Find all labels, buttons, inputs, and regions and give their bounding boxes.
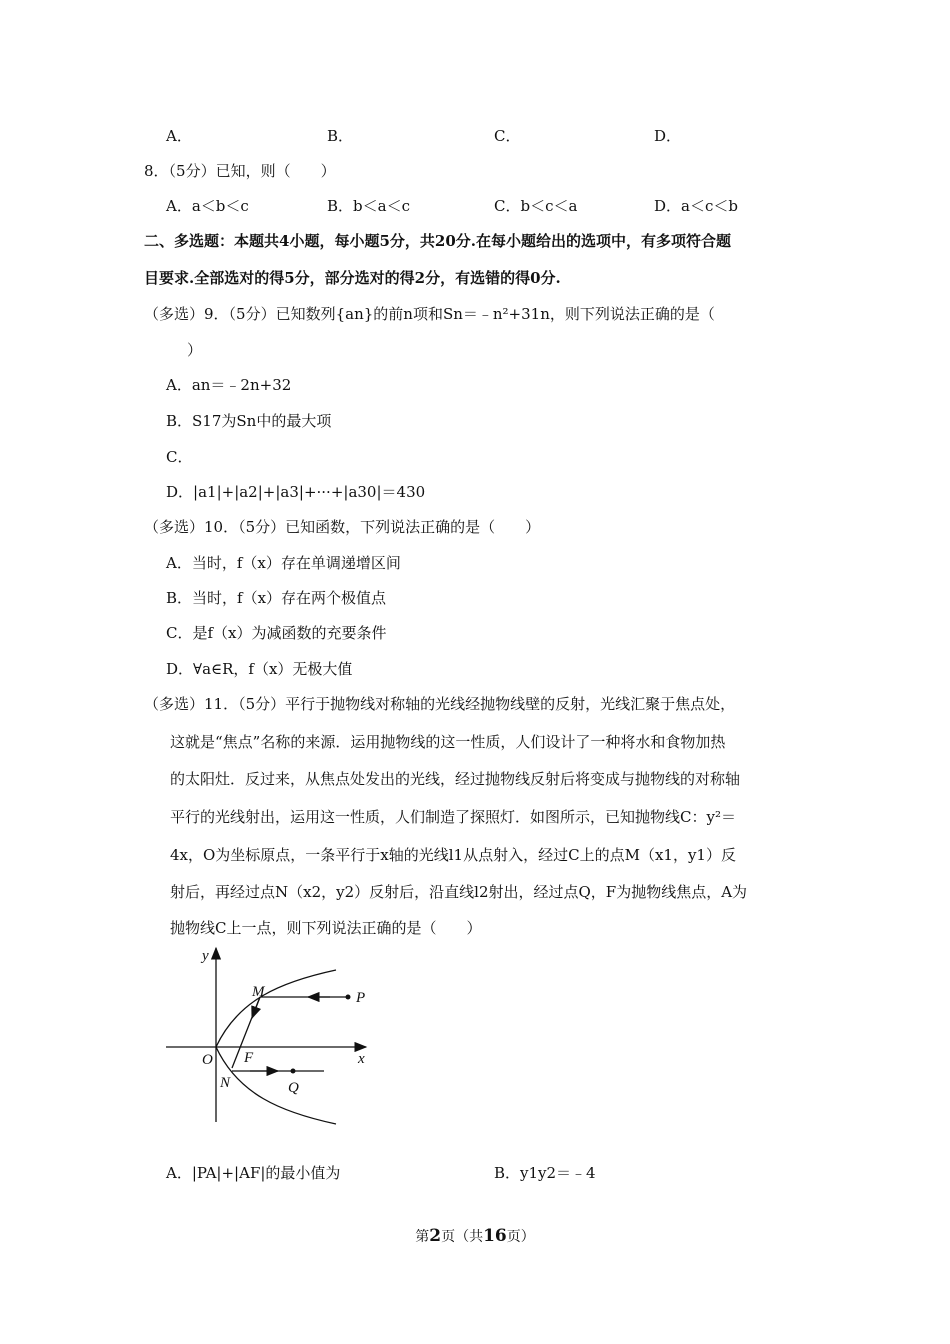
q9-option-d: D．|a1|+|a2|+|a3|+···+|a30|＝430 — [166, 483, 426, 501]
q11-line-6: 射后，再经过点N（x2，y2）反射后，沿直线l2射出，经过点Q，F为抛物线焦点，A为 — [170, 883, 748, 901]
label-f: F — [244, 1050, 254, 1066]
page-total: 16 — [483, 1226, 507, 1246]
section2-heading-line2: 目要求.全部选对的得5分，部分选对的得2分，有选错的得0分. — [144, 269, 561, 287]
section2-heading-line1: 二、多选题：本题共4小题，每小题5分，共20分.在每小题给出的选项中，有多项符合题 — [144, 232, 731, 250]
q11-line-2: 这就是“焦点”名称的来源．运用抛物线的这一性质，人们设计了一种将水和食物加热 — [170, 733, 726, 751]
q11-line-5: 4x，O为坐标原点，一条平行于x轴的光线l1从点射入，经过C上的点M（x1，y1）反 — [170, 846, 736, 864]
q7-option-a: A． — [166, 127, 192, 145]
q7-option-b: B． — [327, 127, 354, 145]
q11-stem-line1: （多选）11．（5分）平行于抛物线对称轴的光线经抛物线壁的反射，光线汇聚于焦点处， — [144, 695, 736, 713]
q10-option-b: B．当时，f（x）存在两个极值点 — [166, 589, 387, 607]
label-m: M — [252, 984, 265, 1000]
q9-option-c: C． — [166, 448, 193, 466]
q10-option-d: D．∀a∈R，f（x）无极大值 — [166, 660, 353, 678]
q7-option-c: C． — [494, 127, 521, 145]
label-y: y — [202, 948, 209, 964]
label-x: x — [358, 1051, 365, 1067]
q8-option-a: A．a＜b＜c — [166, 197, 249, 215]
q11-line-4: 平行的光线射出，运用这一性质，人们制造了探照灯．如图所示，已知抛物线C：y²＝ — [170, 808, 736, 826]
label-p: P — [356, 990, 366, 1006]
label-q: Q — [288, 1080, 299, 1096]
q9-stem-line2: ） — [187, 341, 203, 359]
q11-parabola-figure — [160, 940, 380, 1130]
label-o: O — [202, 1052, 213, 1068]
q8-option-d: D．a＜c＜b — [654, 197, 738, 215]
q9-stem-line1: （多选）9．（5分）已知数列{an}的前n项和Sn＝﹣n²+31n，则下列说法正确的是（ — [144, 305, 715, 323]
q11-line-7: 抛物线C上一点，则下列说法正确的是（ ） — [170, 919, 482, 937]
page-footer: 第2页（共16页） — [415, 1226, 535, 1246]
q11-option-b: B．y1y2＝﹣4 — [494, 1164, 596, 1182]
label-n: N — [220, 1075, 231, 1091]
q11-line-3: 的太阳灶．反过来，从焦点处发出的光线，经过抛物线反射后将变成与抛物线的对称轴 — [170, 770, 741, 788]
q8-option-c: C．b＜c＜a — [494, 197, 578, 215]
page-number: 2 — [429, 1226, 442, 1246]
q11-option-a: A．|PA|+|AF|的最小值为 — [166, 1164, 341, 1182]
point-p — [346, 995, 351, 1000]
q10-option-c: C．是f（x）为减函数的充要条件 — [166, 624, 387, 642]
q9-option-a: A．an＝﹣2n+32 — [166, 376, 292, 394]
q7-option-d: D． — [654, 127, 682, 145]
q10-stem: （多选）10．（5分）已知函数，下列说法正确的是（ ） — [144, 518, 541, 536]
q8-option-b: B．b＜a＜c — [327, 197, 410, 215]
q9-option-b: B．S17为Sn中的最大项 — [166, 412, 332, 430]
q10-option-a: A．当时，f（x）存在单调递增区间 — [166, 554, 401, 572]
q8-stem: 8．（5分）已知，则（ ） — [144, 162, 336, 180]
point-q — [291, 1069, 296, 1074]
